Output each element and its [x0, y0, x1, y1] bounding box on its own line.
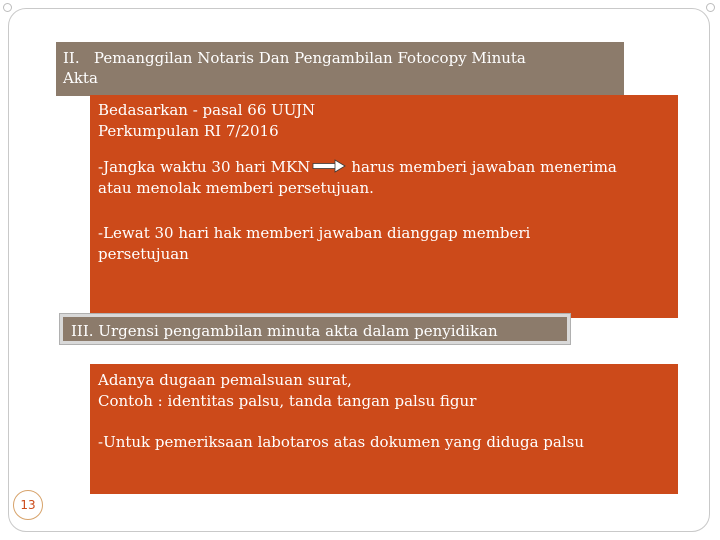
content-text: -Jangka waktu 30 hari MKN	[98, 158, 311, 176]
section-3-content	[90, 364, 678, 494]
section-3-title: III. Urgensi pengambilan minuta akta dalam penyidikan	[71, 322, 498, 340]
corner-ring-top-right	[706, 3, 715, 12]
content-line: Bedasarkan - pasal 66 UUJN	[98, 101, 316, 119]
content-line: -Untuk pemeriksaan labotaros atas dokumen yang diduga palsu	[98, 433, 584, 451]
content-line: -Lewat 30 hari hak memberi jawaban dianggap memberi	[98, 224, 531, 242]
page-number: 13	[13, 490, 43, 520]
content-line: Contoh : identitas palsu, tanda tangan palsu figur	[98, 392, 477, 410]
corner-ring-top-left	[3, 3, 12, 12]
section-2-content	[90, 95, 678, 318]
content-line: Adanya dugaan pemalsuan surat,	[98, 371, 352, 389]
section-2-title-line-2: Akta	[63, 69, 98, 87]
section-2-heading	[56, 42, 624, 96]
content-line: atau menolak memberi persetujuan.	[98, 179, 374, 197]
content-line: persetujuan	[98, 245, 189, 263]
right-arrow-icon	[312, 159, 346, 173]
section-3-heading	[60, 314, 570, 344]
content-line-with-arrow	[98, 157, 670, 178]
section-2-title-line-1: II. Pemanggilan Notaris Dan Pengambilan Fotocopy Minuta	[63, 49, 526, 67]
content-text: harus memberi jawaban menerima	[351, 158, 617, 176]
content-line: Perkumpulan RI 7/2016	[98, 122, 279, 140]
